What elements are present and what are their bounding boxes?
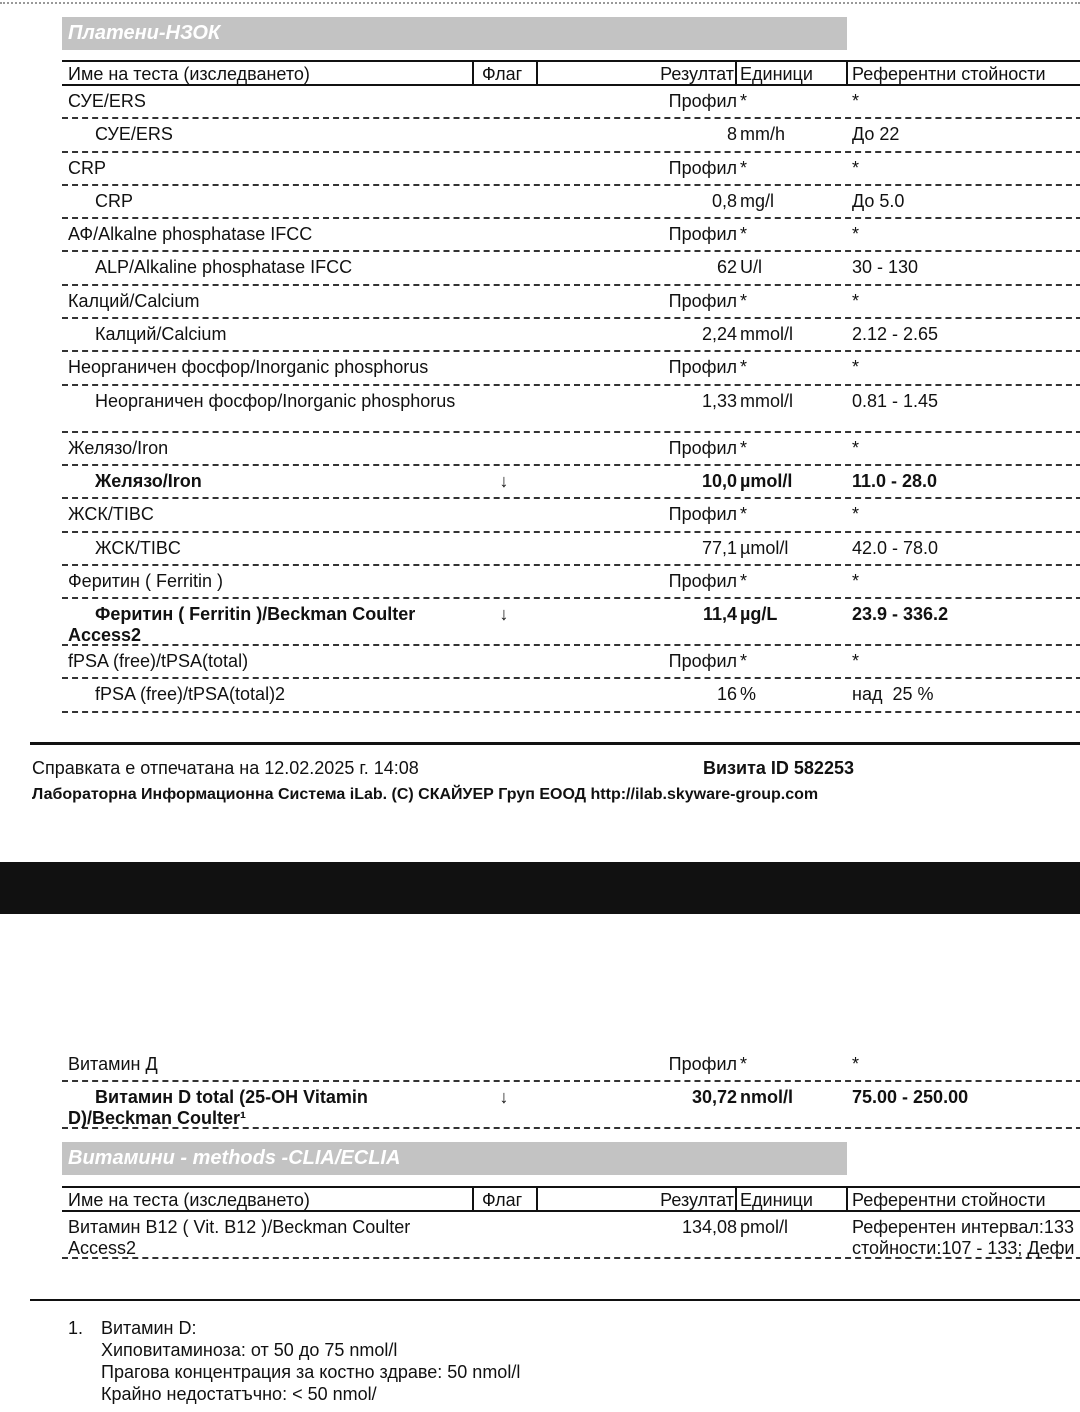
cell-reference: * bbox=[852, 91, 860, 111]
flag-low-arrow-icon: ↓ bbox=[499, 470, 509, 491]
results-table-1 bbox=[62, 86, 1080, 713]
cell-units: mg/l bbox=[740, 190, 775, 211]
cell-result: 134,08 bbox=[681, 1217, 737, 1237]
cell-reference: 42.0 - 78.0 bbox=[852, 537, 939, 558]
col-units: Единици bbox=[740, 1190, 813, 1210]
footer-rule bbox=[30, 742, 1080, 745]
footnote-line: Хиповитаминоза: от 50 до 75 nmol/l bbox=[101, 1340, 398, 1360]
cell-units: * bbox=[740, 437, 748, 458]
cell-result: 62 bbox=[716, 257, 737, 278]
cell-result: 77,1 bbox=[701, 537, 737, 558]
cell-result: Профил bbox=[668, 437, 737, 458]
cell-test-name: Феритин ( Ferritin ) bbox=[68, 570, 223, 591]
table-row bbox=[62, 566, 1080, 599]
results-page2 bbox=[62, 1049, 1080, 1129]
footnote bbox=[68, 1317, 521, 1404]
cell-result: 0,8 bbox=[711, 190, 737, 211]
cell-test-name: fPSA (free)/tPSA(total) bbox=[68, 651, 249, 672]
col-reference: Референтни стойности bbox=[852, 64, 1046, 84]
cell-reference: * bbox=[852, 504, 860, 525]
cell-test-name: Феритин ( Ferritin )/Beckman Coulter Access2 bbox=[68, 604, 416, 646]
table-row bbox=[62, 1212, 1080, 1259]
col-flag: Флаг bbox=[482, 64, 523, 84]
cell-reference: 11.0 - 28.0 bbox=[852, 470, 938, 491]
cell-units: * bbox=[740, 290, 748, 311]
cell-result: 11,4 bbox=[702, 604, 737, 625]
cell-units: % bbox=[740, 684, 757, 705]
cell-units: * bbox=[740, 651, 748, 672]
table-row bbox=[62, 646, 1080, 679]
col-units: Единици bbox=[740, 64, 813, 84]
cell-result: Профил bbox=[668, 157, 737, 178]
cell-units: pmol/l bbox=[740, 1217, 789, 1237]
table-row bbox=[62, 386, 1080, 433]
cell-test-name: ЖСК/TIBC bbox=[68, 504, 154, 525]
cell-test-name: Витамин D total (25-OH Vitamin D)/Beckman Coulter¹ bbox=[68, 1087, 368, 1129]
cell-units: U/l bbox=[740, 257, 762, 278]
cell-units: * bbox=[740, 224, 748, 245]
flag-low-arrow-icon: ↓ bbox=[499, 604, 509, 625]
table-row bbox=[62, 319, 1080, 352]
cell-result: 2,24 bbox=[701, 324, 737, 345]
table-row bbox=[62, 599, 1080, 646]
cell-units: mmol/l bbox=[740, 324, 793, 345]
cell-test-name: Витамин Д bbox=[68, 1054, 158, 1074]
footnote-number: 1. bbox=[68, 1318, 84, 1338]
cell-test-name: ALP/Alkaline phosphatase IFCC bbox=[95, 257, 353, 278]
cell-test-name: СУЕ/ERS bbox=[95, 124, 173, 145]
col-reference: Референтни стойности bbox=[852, 1190, 1046, 1210]
col-flag: Флаг bbox=[482, 1190, 523, 1210]
table-header-2 bbox=[62, 1186, 1080, 1212]
cell-test-name: Калций/Calcium bbox=[95, 324, 227, 345]
cell-result: 1,33 bbox=[701, 390, 737, 411]
cell-units: mm/h bbox=[740, 124, 785, 145]
cell-reference: * bbox=[852, 290, 860, 311]
cell-result: 10,0 bbox=[701, 470, 737, 491]
cell-units: * bbox=[740, 357, 748, 378]
cell-test-name: ЖСК/TIBC bbox=[95, 537, 181, 558]
cell-reference: * bbox=[852, 570, 860, 591]
table-row bbox=[62, 679, 1080, 712]
table-row bbox=[62, 219, 1080, 252]
table-row bbox=[62, 499, 1080, 532]
cell-result: 16 bbox=[716, 684, 737, 705]
results-table-2 bbox=[62, 1212, 1080, 1259]
cell-result: Профил bbox=[668, 224, 737, 245]
table-row bbox=[62, 286, 1080, 319]
cell-reference: * bbox=[852, 651, 860, 672]
table-row bbox=[62, 186, 1080, 219]
cell-reference: 0.81 - 1.45 bbox=[852, 390, 939, 411]
table-row bbox=[62, 153, 1080, 186]
cell-reference: над 25 % bbox=[852, 684, 934, 705]
table-row bbox=[62, 1049, 1080, 1082]
cell-test-name: Неорганичен фосфор/Inorganic phosphorus bbox=[95, 390, 456, 411]
cell-result: 30,72 bbox=[691, 1087, 737, 1108]
top-dotted-separator bbox=[0, 2, 1080, 4]
cell-units: µmol/l bbox=[740, 470, 793, 491]
cell-test-name: АФ/Alkalne phosphatase IFCC bbox=[68, 224, 313, 245]
table-row bbox=[62, 433, 1080, 466]
table-row bbox=[62, 252, 1080, 285]
cell-units: * bbox=[740, 91, 748, 111]
cell-test-name: Неорганичен фосфор/Inorganic phosphorus bbox=[68, 357, 429, 378]
cell-units: mmol/l bbox=[740, 390, 793, 411]
printed-date: Справката е отпечатана на 12.02.2025 г. 14:08 bbox=[32, 758, 419, 778]
table-row bbox=[62, 1082, 1080, 1129]
cell-reference: 2.12 - 2.65 bbox=[852, 324, 939, 345]
cell-test-name: Желязо/Iron bbox=[95, 470, 202, 491]
table-header bbox=[62, 60, 1080, 86]
system-credit: Лабораторна Информационна Система iLab. (С) СКАЙУЕР Груп ЕООД http://ilab.skyware-group.com bbox=[32, 786, 819, 803]
col-test-name: Име на теста (изследването) bbox=[68, 64, 310, 84]
cell-reference: * bbox=[852, 437, 860, 458]
cell-result: 8 bbox=[726, 124, 737, 145]
table-row bbox=[62, 352, 1080, 385]
col-result: Резултат bbox=[660, 64, 734, 84]
table-row bbox=[62, 466, 1080, 499]
cell-reference: * bbox=[852, 357, 860, 378]
cell-result: Профил bbox=[668, 1054, 737, 1074]
table-row bbox=[62, 533, 1080, 566]
cell-units: * bbox=[740, 504, 748, 525]
section-header-paid-nzok: Платени-НЗОК bbox=[62, 17, 847, 50]
cell-reference: До 22 bbox=[852, 124, 900, 145]
cell-units: * bbox=[740, 1054, 748, 1074]
cell-reference: * bbox=[852, 224, 860, 245]
cell-reference: 23.9 - 336.2 bbox=[852, 604, 949, 625]
cell-test-name: CRP bbox=[68, 157, 107, 178]
cell-test-name: Витамин B12 ( Vit. B12 )/Beckman Coulter Access2 bbox=[68, 1217, 411, 1258]
visit-id: Визита ID 582253 bbox=[703, 758, 854, 778]
cell-test-name: fPSA (free)/tPSA(total)2 bbox=[95, 684, 286, 705]
cell-reference: 75.00 - 250.00 bbox=[852, 1087, 969, 1108]
cell-reference: Референтен интервал:133 стойности:107 - 133; Дефи bbox=[852, 1217, 1075, 1258]
flag-low-arrow-icon: ↓ bbox=[499, 1087, 509, 1108]
cell-test-name: Желязо/Iron bbox=[68, 437, 169, 458]
cell-reference: 30 - 130 bbox=[852, 257, 919, 278]
cell-reference: До 5.0 bbox=[852, 190, 905, 211]
cell-result: Профил bbox=[668, 290, 737, 311]
cell-units: * bbox=[740, 570, 748, 591]
page-break-band bbox=[0, 862, 1080, 914]
cell-test-name: Калций/Calcium bbox=[68, 290, 200, 311]
cell-result: Профил bbox=[668, 357, 737, 378]
cell-result: Профил bbox=[668, 651, 737, 672]
cell-units: * bbox=[740, 157, 748, 178]
cell-result: Профил bbox=[668, 570, 737, 591]
cell-test-name: CRP bbox=[95, 190, 134, 211]
section-header-vitamins: Витамини - methods -CLIA/ECLIA bbox=[62, 1142, 847, 1175]
footnote-rule bbox=[30, 1299, 1080, 1301]
cell-units: nmol/l bbox=[740, 1087, 793, 1108]
cell-result: Профил bbox=[668, 91, 737, 111]
footnote-line: Прагова концентрация за костно здраве: 50 nmol/l bbox=[101, 1362, 521, 1382]
cell-units: µmol/l bbox=[740, 537, 789, 558]
cell-result: Профил bbox=[668, 504, 737, 525]
cell-reference: * bbox=[852, 1054, 860, 1074]
col-result: Резултат bbox=[660, 1190, 734, 1210]
cell-units: µg/L bbox=[740, 604, 778, 625]
footnote-line: Крайно недостатъчно: < 50 nmol/ bbox=[101, 1384, 377, 1404]
footnote-title: Витамин D: bbox=[101, 1318, 197, 1338]
cell-reference: * bbox=[852, 157, 860, 178]
table-row bbox=[62, 119, 1080, 152]
cell-test-name: СУЕ/ERS bbox=[68, 91, 146, 111]
col-test-name: Име на теста (изследването) bbox=[68, 1190, 310, 1210]
table-row bbox=[62, 86, 1080, 119]
